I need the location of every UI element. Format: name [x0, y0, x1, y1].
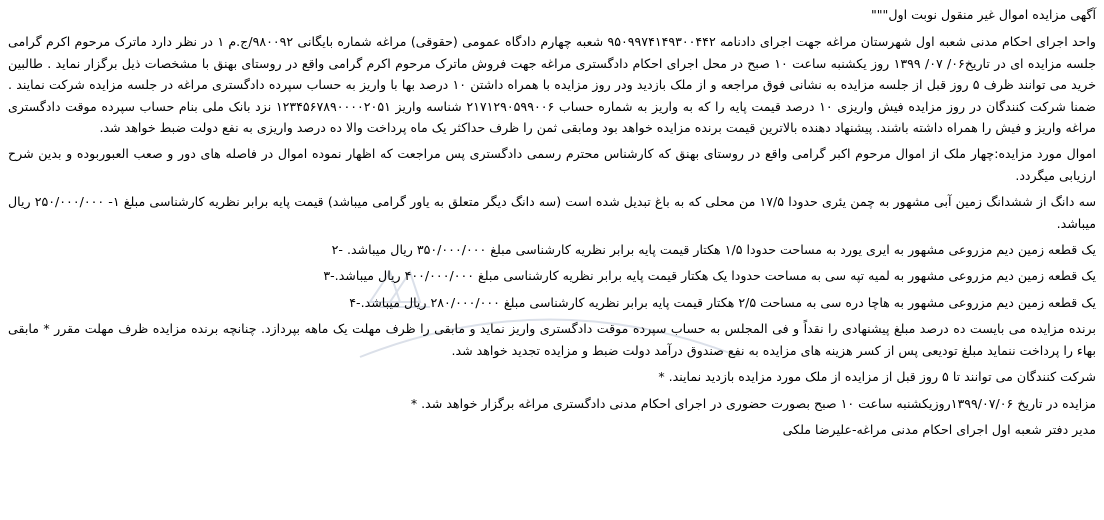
notice-intro-paragraph: واحد اجرای احکام مدنی شعبه اول شهرستان مراغه جهت اجرای دادنامه ۹۵۰۹۹۷۴۱۴۹۳۰۰۴۴۲ شعبه چهارم دادگاه عمومی (حقوقی) مراغه شماره بایگانی ۹۸۰۰۹۲/ج.م ۱ در نظر دارد ماترک مرحوم اکرم گرامی جلسه مزایده ای در تاریخ۰۶/ ۰۷/ ۱۳۹۹ روز یکشنبه ساعت ۱۰ صبح در محل اجرای احکام دادگستری مراغه جهت فروش ماترک مرحوم اکرم گرامی واقع در روستای بهنق با مشخصات ذیل برگزار نماید . طالبین خرید می توانند ظرف ۵ روز قبل از جلسه مزایده به نشانی فوق مراجعه و از ملک بازدید ودر روز مزایده با همراه داشتن ۱۰ درصد بها با واریز به حساب سپرده دادگستری مراغه در جلسه مزایده شرکت نمایند . ضمنا شرکت کنندگان در روز مزایده فیش واریزی ۱۰ درصد قیمت پایه را که به واریز به شماره حساب ۲۱۷۱۲۹۰۵۹۹۰۰۶ شناسه واریز ۱۲۳۴۵۶۷۸۹۰۰۰۰۲۰۵۱ نزد بانک ملی بنام حساب سپرده موقت دادگستری مراغه واریز و فیش را همراه داشته باشند. پیشنهاد دهنده بالاترین قیمت برنده مزایده خواهد بود ومابقی ثمن را ظرف حداکثر یک ماه پرداخت والا ده درصد واریزی به نفع دولت ضبط خواهد شد.: [8, 34, 1097, 136]
asset-item-4: یک قطعه زمین دیم مزروعی مشهور به هاچا دره سی به مساحت ۲/۵ هکتار قیمت پایه برابر نظریه کارشناسی مبلغ ۲۸۰/۰۰۰/۰۰۰ ریال میباشد.-۴: [349, 294, 1096, 310]
notice-title: آگهی مزایده اموال غیر منقول نوبت اول""": [870, 7, 1096, 22]
signature-line: مدیر دفتر شعبه اول اجرای احکام مدنی مراغه-علیرضا ملکی: [782, 421, 1096, 437]
asset-item-1: سه دانگ از ششدانگ زمین آبی مشهور به چمن یئری حدودا ۱۷/۵ من محلی که به باغ تبدیل شده است (سه دانگ دیگر متعلق به یاور گرامی میباشد) قیمت پایه برابر نظریه کارشناسی مبلغ ۱- ۲۵۰/۰۰۰/۰۰۰ ریال میباشد.: [8, 194, 1097, 231]
auction-date-notice: مزایده در تاریخ ۱۳۹۹/۰۷/۰۶روزیکشنبه ساعت ۱۰ صبح بصورت حضوری در اجرای احکام مدنی دادگستری مراغه برگزار خواهد شد. *: [410, 395, 1096, 411]
asset-item-2: یک قطعه زمین دیم مزروعی مشهور به ایری یورد به مساحت حدودا ۱/۵ هکتار قیمت پایه برابر نظریه کارشناسی مبلغ ۳۵۰/۰۰۰/۰۰۰ ریال میباشد. -۲: [331, 242, 1096, 258]
assets-description-paragraph: اموال مورد مزایده:چهار ملک از اموال مرحوم اکبر گرامی واقع در روستای بهنق که کارشناس محترم رسمی دادگستری پس مراجعت که اظهار نموده اموال در فاصله های دور و صعب العبوربوده و بدین شرح ارزیابی میگردد.: [8, 146, 1096, 183]
visit-notice: شرکت کنندگان می توانند تا ۵ روز قبل از مزایده از ملک مورد مزایده بازدید نمایند. *: [658, 369, 1096, 385]
winner-payment-terms: برنده مزایده می بایست ده درصد مبلغ پیشنهادی را نقداً و فی المجلس به حساب سپرده موقت دادگستری واریز نماید و مابقی را ظرف مهلت یک ماهه بپردازد. چنانچه برنده مزایده ظرف مهلت مقرر * مابقی بهاء را پرداخت ننماید مبلغ تودیعی پس از کسر هزینه های مزایده به نفع صندوق درآمد دولت ضبط و مزایده تجدید خواهد شد.: [8, 321, 1096, 358]
asset-item-3: یک قطعه زمین دیم مزروعی مشهور به لمیه تپه سی به مساحت حدودا یک هکتار قیمت پایه برابر نظریه کارشناسی مبلغ ۴۰۰/۰۰۰/۰۰۰ ریال میباشد.-۳: [323, 268, 1096, 284]
